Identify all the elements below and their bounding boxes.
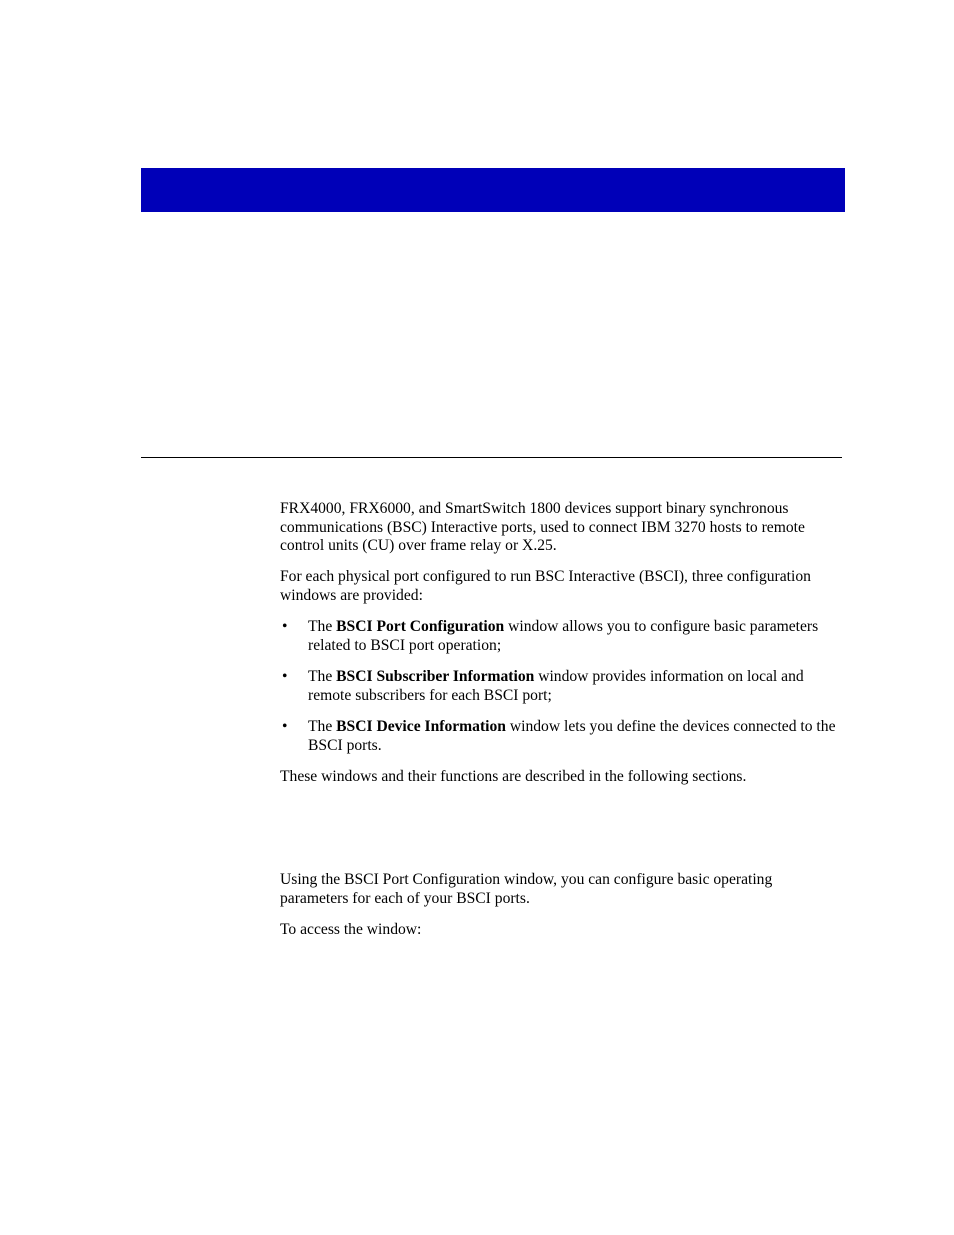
bullet-item-device-information: [280, 718, 840, 755]
bullet-text-pre: The: [308, 618, 337, 635]
intro-paragraph-2: For each physical port configured to run BSC Interactive (BSCI), three configuration windows are provided:: [280, 568, 811, 604]
chapter-header-bar: [141, 168, 845, 212]
bullet-text-pre: The: [308, 668, 337, 685]
bullet-text-post: window lets you define the devices connected to the BSCI ports.: [308, 718, 836, 754]
bullet-icon: •: [282, 618, 288, 635]
port-config-paragraph-2: To access the window:: [280, 921, 422, 938]
bullet-text-post: window allows you to configure basic parameters related to BSCI port operation;: [308, 618, 819, 654]
bullet-text-pre: The: [308, 718, 337, 735]
port-config-paragraph-1: Using the BSCI Port Configuration window, you can configure basic operating parameters for each of your BSCI ports.: [280, 871, 773, 907]
intro-paragraph-1: FRX4000, FRX6000, and SmartSwitch 1800 devices support binary synchronous communications (BSC) Interactive ports, used to connect IBM 3270 hosts to remote control units (CU) over frame relay or X.25.: [280, 500, 805, 554]
bullet-icon: •: [282, 718, 288, 735]
bullet-window-name: BSCI Subscriber Information: [336, 668, 535, 685]
section-divider: [141, 457, 842, 458]
bullet-window-name: BSCI Port Configuration: [336, 618, 505, 635]
bullet-window-name: BSCI Device Information: [336, 718, 506, 735]
intro-paragraph-3: These windows and their functions are described in the following sections.: [280, 768, 747, 785]
bullet-item-port-configuration: [280, 618, 840, 655]
bullet-text-post: window provides information on local and remote subscribers for each BSCI port;: [308, 668, 804, 704]
bullet-item-subscriber-information: [280, 668, 840, 705]
bullet-icon: •: [282, 668, 288, 685]
